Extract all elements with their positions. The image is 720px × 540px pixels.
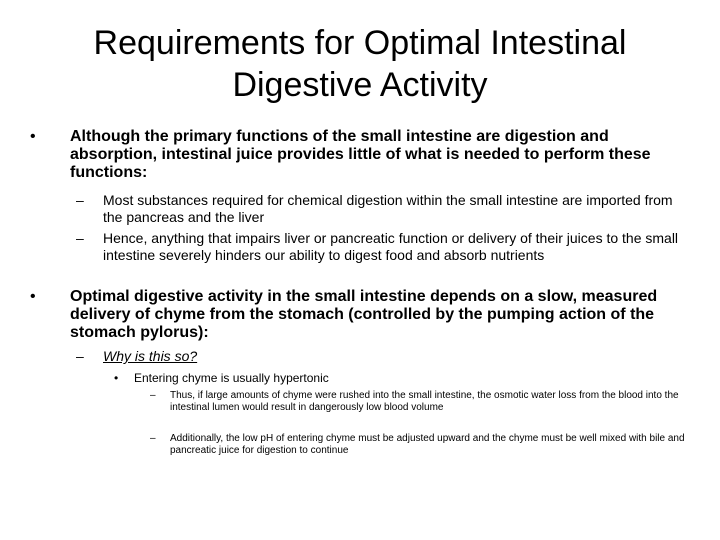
sub-bullet-text: Hence, anything that impairs liver or pancreatic function or delivery of their juices to the small intestine severely hinders our ability to digest food and absorb nutrients xyxy=(103,230,679,263)
dash-marker: – xyxy=(150,433,156,444)
bullet-text: Although the primary functions of the small intestine are digestion and absorption, intestinal juice provides little of what is needed to perform these functions: xyxy=(70,128,651,181)
bullet-item xyxy=(30,288,670,342)
sub-bullet-item xyxy=(76,192,683,226)
question-text: Why is this so? xyxy=(103,348,198,364)
dash-marker: – xyxy=(76,348,84,364)
dash-marker: – xyxy=(76,230,84,246)
sub-sub-bullet-item xyxy=(114,371,654,385)
detail-item xyxy=(150,390,690,414)
sub-bullet-item xyxy=(76,230,683,264)
detail-text: Thus, if large amounts of chyme were rushed into the small intestine, the osmotic water loss from the blood into the intestinal lumen would result in dangerously low blood volume xyxy=(170,390,679,413)
dash-marker: – xyxy=(150,390,156,401)
detail-text: Additionally, the low pH of entering chyme must be adjusted upward and the chyme must be well mixed with bile and pancreatic juice for digestion to continue xyxy=(170,433,685,456)
dash-marker: – xyxy=(76,192,84,208)
bullet-item xyxy=(30,128,670,182)
bullet-marker: • xyxy=(30,128,36,145)
sub-bullet-text: Most substances required for chemical digestion within the small intestine are imported from the pancreas and the liver xyxy=(103,192,673,225)
sub-bullet-item xyxy=(76,348,683,365)
slide-title: Requirements for Optimal Intestinal Digestive Activity xyxy=(93,24,627,104)
bullet-marker: • xyxy=(114,371,119,385)
detail-item xyxy=(150,433,690,457)
sub-sub-bullet-text: Entering chyme is usually hypertonic xyxy=(134,371,329,385)
bullet-text: Optimal digestive activity in the small intestine depends on a slow, measured delivery of chyme from the stomach (controlled by the pumping action of the stomach pylorus): xyxy=(70,288,658,341)
bullet-marker: • xyxy=(30,288,36,305)
